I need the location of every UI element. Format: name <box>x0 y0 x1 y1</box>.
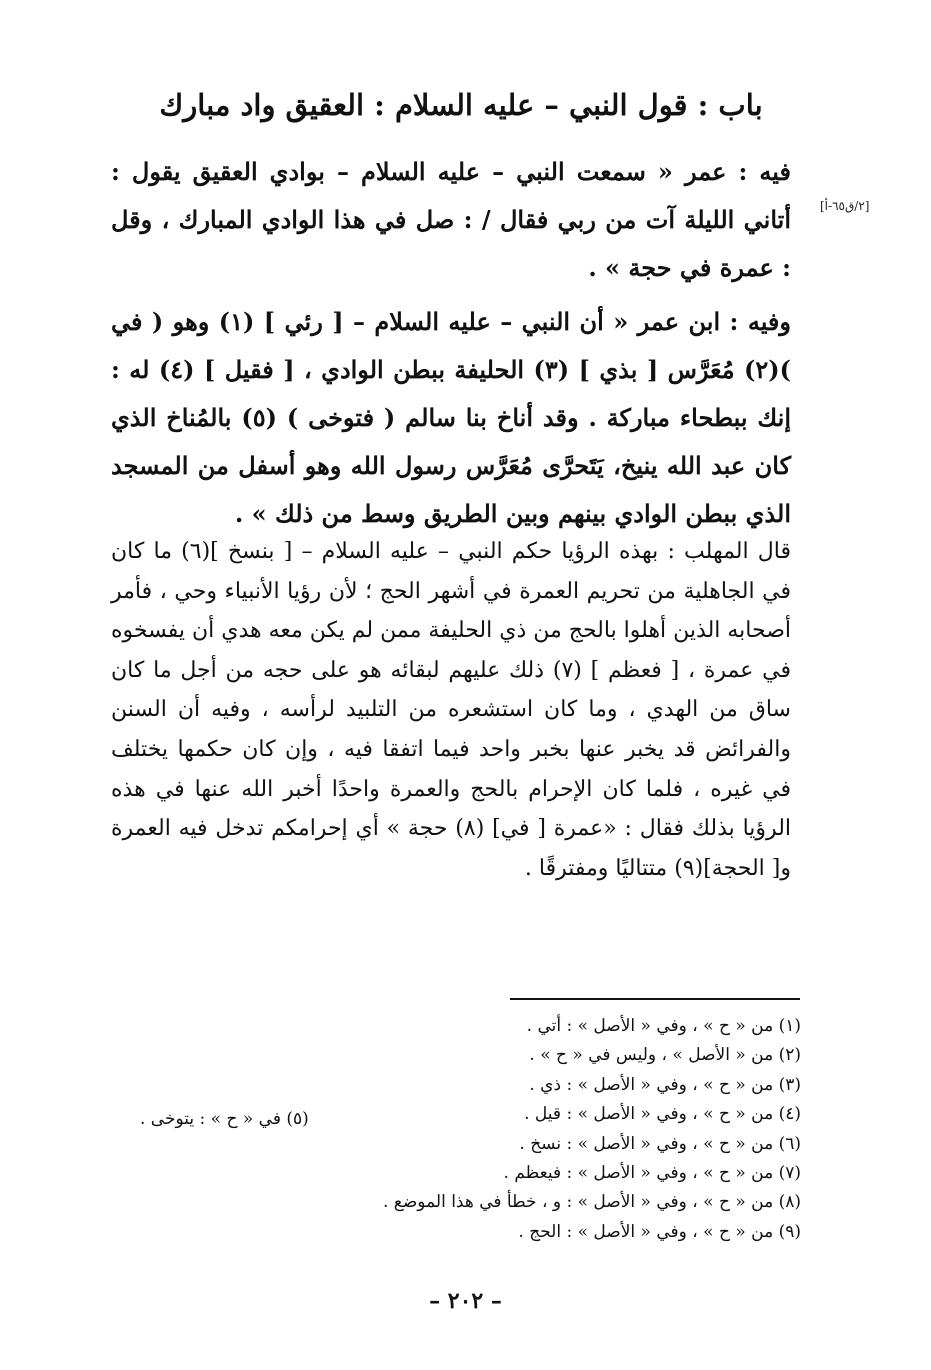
footnote-item-side: (٥) في « ح » : يتوخى . <box>140 1109 309 1129</box>
commentary-paragraph: قال المهلب : بهذه الرؤيا حكم النبي – عليه السلام – [ بنسخ ](٦) ما كان في الجاهلية من تحريم العمرة في أشهر الحج ؛ لأن رؤيا الأنبياء وحي ، فأمر أصحابه الذين أهلوا بالحج من ذي الحليفة ممن لم يكن معه هدي أن يفسخوه في عمرة ، [ فعظم ] (٧) ذلك عليهم لبقائه هو على حجه من أجل ما كان ساق من الهدي ، وما كان استشعره من التلبيد لرأسه ، وفيه أن السنن والفرائض قد يخبر عنها بخبر واحد فيما اتفقا فيه ، وإن كان حكمها يختلف في غيره ، فلما كان الإحرام بالحج والعمرة واحدًا أخبر الله عنها في هذه الرؤيا بذلك فقال : «عمرة [ في] (٨) حجة » أي إحرامكم تدخل فيه العمرة و[ الحجة](٩) متتاليًا ومفترقًا . <box>111 539 792 881</box>
footnote-item: (٨) من « ح » ، وفي « الأصل » : و ، خطأ في هذا الموضع . <box>383 1192 801 1213</box>
footnote-item: (٣) من « ح » ، وفي « الأصل » : ذي . <box>529 1074 801 1095</box>
hadith-paragraph-2: وفيه : ابن عمر « أن النبي – عليه السلام – [ رئي ] (١) وهو ( في )(٢) مُعَرَّس [ بذي ] (٣) الحليفة ببطن الوادي ، [ فقيل ] (٤) له : إنك ببطحاء مباركة . وقد أناخ بنا سالم ( فتوخى ) (٥) بالمُناخ الذي كان عبد الله ينيخ، يَتَحرَّى مُعَرَّس رسول الله وهو أسفل من المسجد الذي ببطن الوادي بينهم وبين الطريق وسط من ذلك » . <box>111 307 792 528</box>
footnote-item: (٢) من « الأصل » ، وليس في « ح » . <box>529 1045 801 1066</box>
footnote-item: (١) من « ح » ، وفي « الأصل » : أتي . <box>526 1016 801 1036</box>
footnote-divider <box>510 998 800 1000</box>
chapter-title: باب : قول النبي – عليه السلام : العقيق واد مبارك <box>159 88 763 122</box>
hadith-paragraph-1: فيه : عمر « سمعت النبي – عليه السلام – بوادي العقيق يقول : أتاني الليلة آت من ربي فقال / : صل في هذا الوادي المبارك ، وقل : عمرة في حجة » . <box>111 157 791 282</box>
margin-reference: [٢/ق٦٥-أ] <box>820 199 870 213</box>
footnote-item: (٦) من « ح » ، وفي « الأصل » : نسخ . <box>519 1133 801 1154</box>
footnote-item: (٤) من « ح » ، وفي « الأصل » : قيل . <box>524 1104 801 1125</box>
footnote-item: (٩) من « ح » ، وفي « الأصل » : الحج . <box>518 1221 801 1242</box>
footnote-item: (٧) من « ح » ، وفي « الأصل » : فيعظم . <box>503 1163 801 1184</box>
page-number: – ٢٠٢ – <box>429 1288 502 1314</box>
